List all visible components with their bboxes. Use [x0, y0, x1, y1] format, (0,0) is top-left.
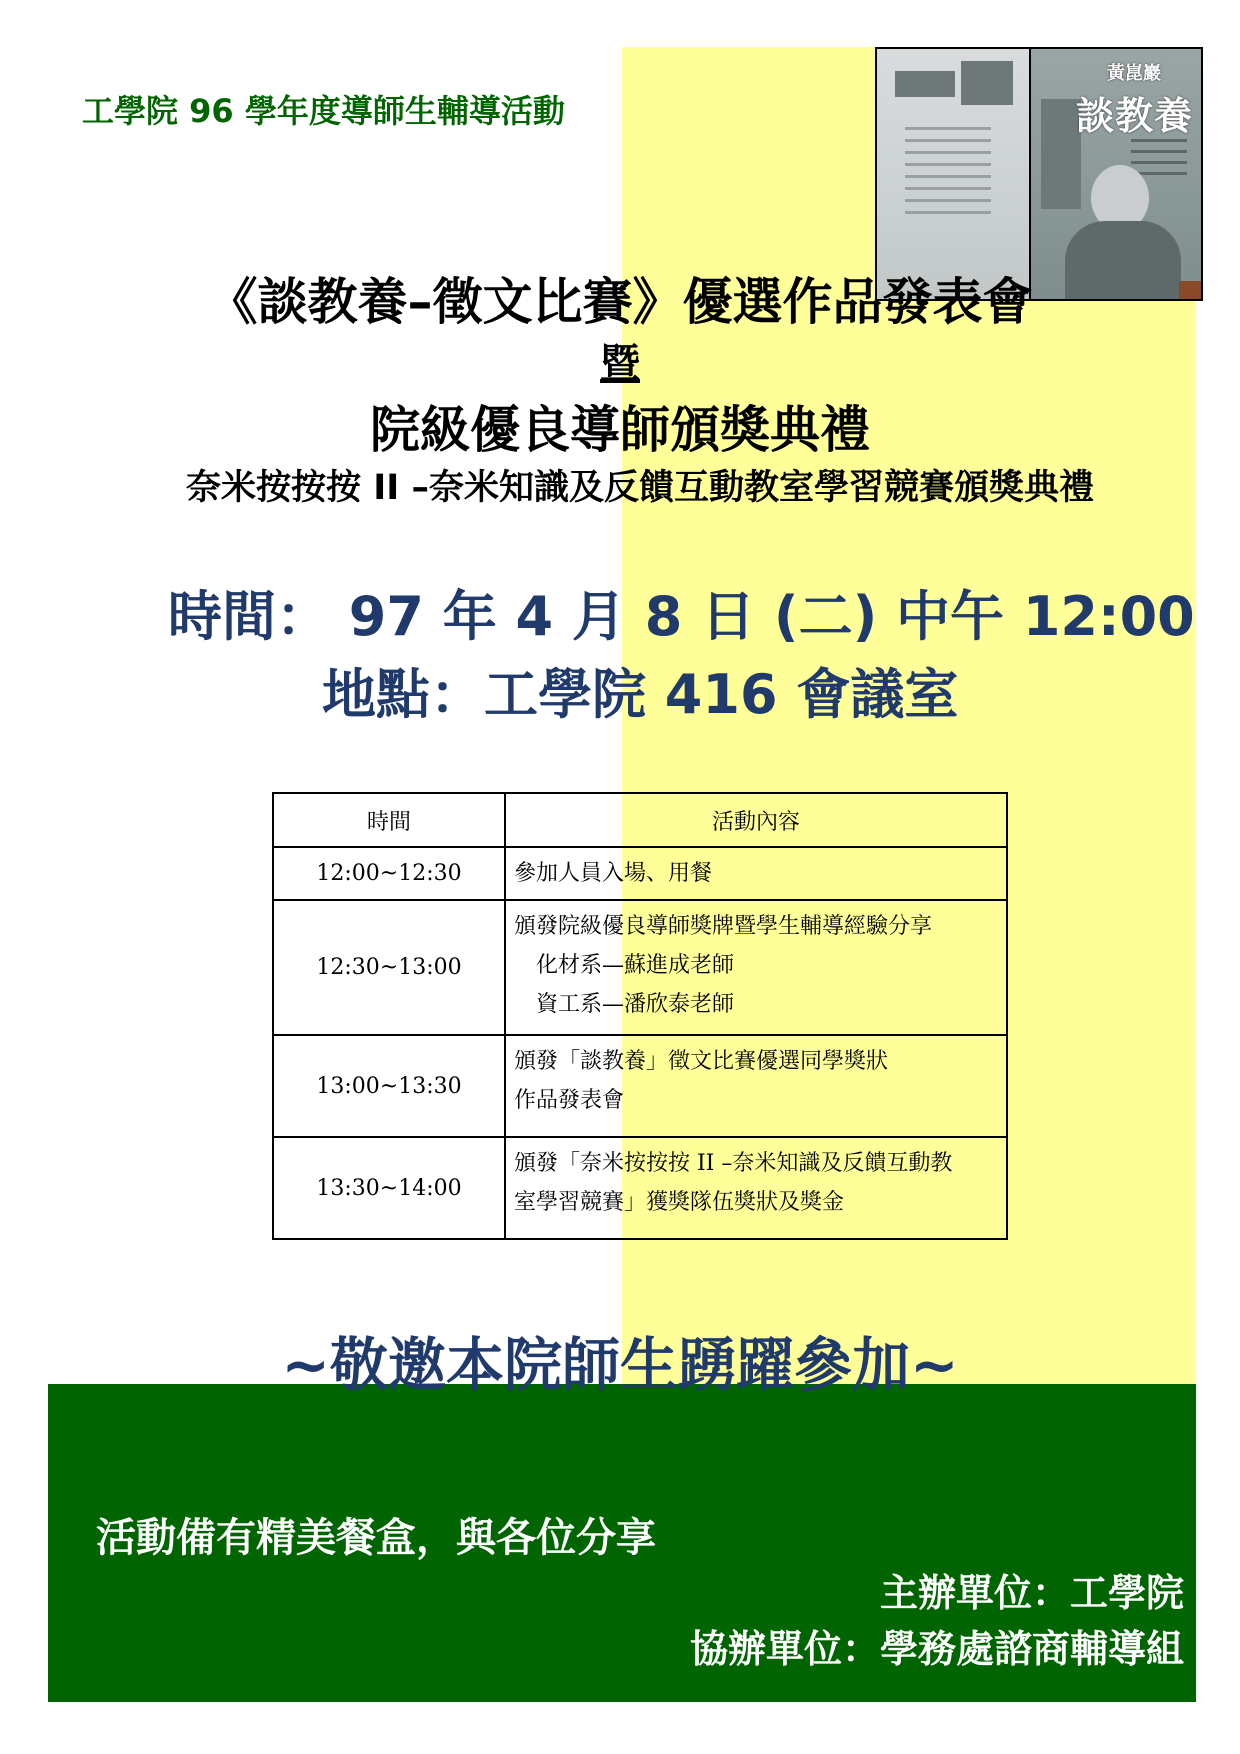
event-place: 地點：工學院 416 會議室	[322, 663, 959, 726]
table-row	[273, 900, 1007, 1035]
header-title: 工學院 96 學年度導師生輔導活動	[82, 92, 565, 130]
schedule-table	[272, 792, 1008, 1240]
row-time: 13:30~14:00	[273, 1137, 505, 1239]
table-header-row	[273, 793, 1007, 847]
co-host-organizer: 協辦單位：學務處諮商輔導組	[689, 1627, 1184, 1671]
nano-competition-title: 奈米按按按 II –奈米知識及反饋互動教室學習競賽頒獎典禮	[186, 468, 1094, 508]
table-row	[273, 1137, 1007, 1239]
row-activity	[505, 1035, 1007, 1137]
table-row	[273, 847, 1007, 900]
activity-line: 頒發「談教養」徵文比賽優選同學獎狀	[514, 1049, 889, 1074]
event-time: 時間： 97 年 4 月 8 日 (二) 中午 12:00	[168, 585, 1195, 648]
activity-line: 頒發院級優良導師獎牌暨學生輔導經驗分享	[514, 914, 933, 939]
row-time: 13:00~13:30	[273, 1035, 505, 1137]
cover-title: 談教養	[1075, 94, 1193, 138]
conjunction-text: 暨	[600, 341, 640, 387]
meal-notice: 活動備有精美餐盒，與各位分享	[96, 1515, 656, 1561]
row-activity	[505, 900, 1007, 1035]
activity-line: 化材系—蘇進成老師	[536, 953, 735, 978]
header-activity: 活動內容	[505, 793, 1007, 847]
activity-line: 參加人員入場、用餐	[514, 861, 713, 886]
activity-line: 室學習競賽」獲獎隊伍獎狀及獎金	[514, 1190, 845, 1215]
activity-line: 資工系—潘欣泰老師	[536, 992, 735, 1017]
header-time: 時間	[273, 793, 505, 847]
row-time: 12:30~13:00	[273, 900, 505, 1035]
activity-line: 頒發「奈米按按按 II –奈米知識及反饋互動教	[514, 1151, 953, 1176]
invitation-text: ~敬邀本院師生踴躍參加~	[281, 1331, 959, 1399]
event-title: 《談教養–徵文比賽》優選作品發表會	[207, 273, 1033, 331]
row-activity	[505, 1137, 1007, 1239]
host-organizer: 主辦單位：工學院	[879, 1571, 1184, 1615]
row-time: 12:00~12:30	[273, 847, 505, 900]
cover-author: 黃崑巖	[1107, 63, 1161, 84]
table-row	[273, 1035, 1007, 1137]
activity-line: 作品發表會	[514, 1088, 625, 1113]
ceremony-title: 院級優良導師頒獎典禮	[370, 401, 870, 459]
row-activity	[505, 847, 1007, 900]
